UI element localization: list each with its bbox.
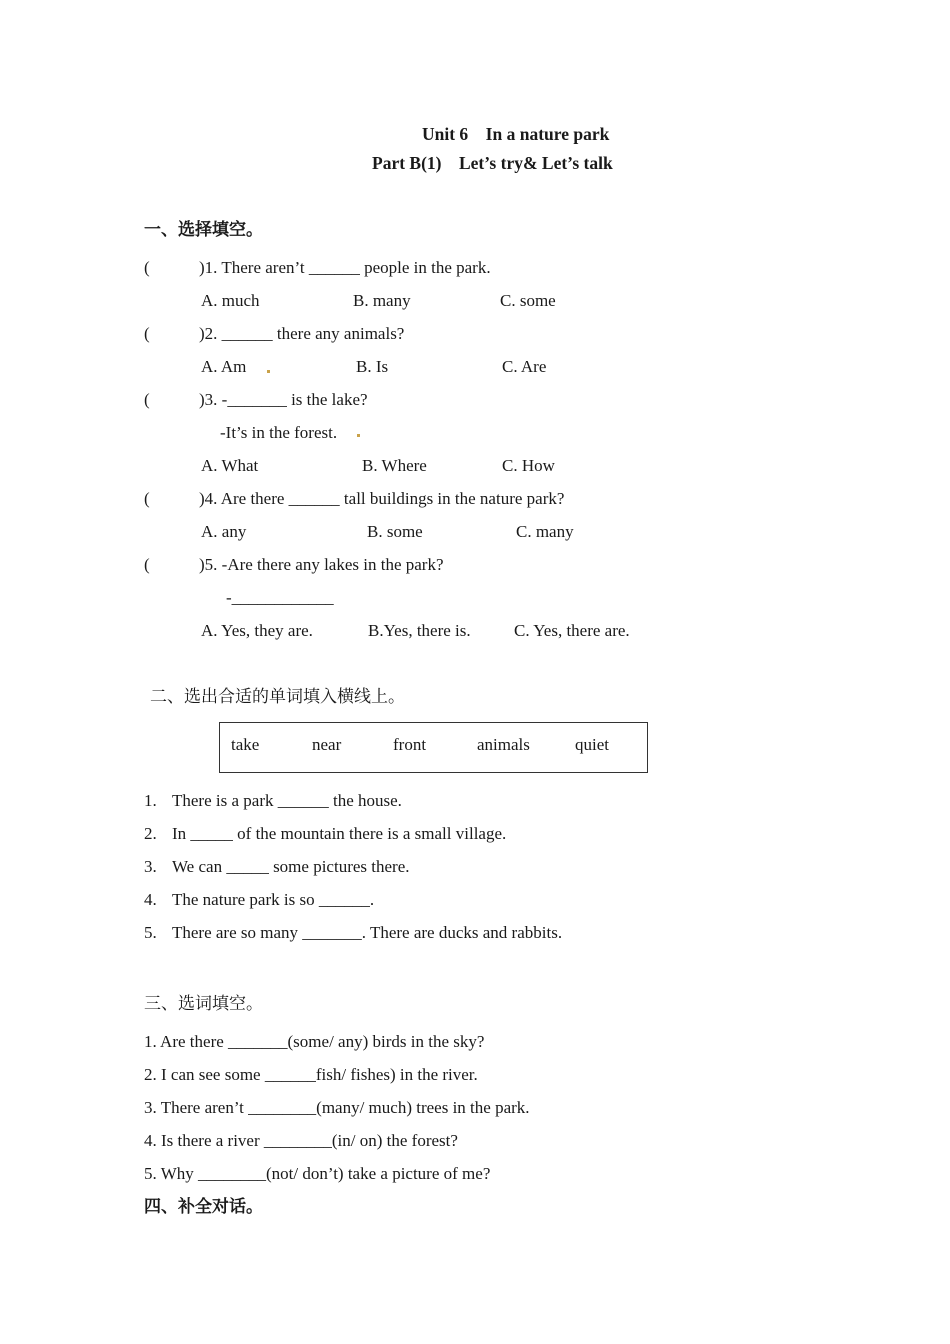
q5-option-b: B.Yes, there is.: [368, 621, 471, 640]
fill-item-5-num: 5.: [144, 923, 157, 942]
q5-reply: -____________: [226, 588, 334, 607]
q5-stem: )5. -Are there any lakes in the park?: [199, 555, 444, 574]
choose-item-2: 2. I can see some ______fish/ fishes) in the river.: [144, 1065, 478, 1084]
word-bank-quiet: quiet: [575, 735, 609, 754]
q3-option-c: C. How: [502, 456, 555, 475]
q3-option-b: B. Where: [362, 456, 427, 475]
title-unit: Unit 6 In a nature park: [422, 124, 610, 144]
q5-option-a: A. Yes, they are.: [201, 621, 313, 640]
fill-item-4-num: 4.: [144, 890, 157, 909]
q1-option-a: A. much: [201, 291, 260, 310]
fill-item-3-num: 3.: [144, 857, 157, 876]
section2-heading: 二、选出合适的单词填入横线上。: [150, 687, 405, 707]
q2-option-c: C. Are: [502, 357, 547, 376]
fill-item-3-text: We can _____ some pictures there.: [172, 857, 410, 876]
q3-paren: (: [144, 390, 150, 409]
q4-option-c: C. many: [516, 522, 574, 541]
fill-item-2-text: In _____ of the mountain there is a small village.: [172, 824, 507, 843]
choose-item-4: 4. Is there a river ________(in/ on) the forest?: [144, 1131, 458, 1150]
q2-option-a: A. Am: [201, 357, 247, 376]
q4-option-a: A. any: [201, 522, 247, 541]
fill-item-2-num: 2.: [144, 824, 157, 843]
word-bank-near: near: [312, 735, 342, 754]
q2-paren: (: [144, 324, 150, 343]
q2-stem: )2. ______ there any animals?: [199, 324, 405, 343]
q2-option-b: B. Is: [356, 357, 389, 376]
title-part: Part B(1) Let’s try& Let’s talk: [372, 153, 613, 173]
q1-stem: )1. There aren’t ______ people in the park.: [199, 258, 491, 277]
mark-dot: [357, 434, 360, 437]
word-bank-front: front: [393, 735, 427, 754]
q4-paren: (: [144, 489, 150, 508]
word-bank-take: take: [231, 735, 260, 754]
section3-heading: 三、选词填空。: [144, 994, 263, 1014]
q5-option-c: C. Yes, there are.: [514, 621, 630, 640]
choose-item-1: 1. Are there _______(some/ any) birds in the sky?: [144, 1032, 485, 1051]
q1-option-c: C. some: [500, 291, 556, 310]
q3-option-a: A. What: [201, 456, 259, 475]
q1-option-b: B. many: [353, 291, 411, 310]
q4-stem: )4. Are there ______ tall buildings in the nature park?: [199, 489, 565, 508]
fill-item-1-num: 1.: [144, 791, 157, 810]
q3-reply: -It’s in the forest.: [220, 423, 338, 442]
fill-item-1-text: There is a park ______ the house.: [172, 791, 402, 810]
choose-item-5: 5. Why ________(not/ don’t) take a picture of me?: [144, 1164, 491, 1183]
section1-heading: 一、选择填空。: [144, 220, 263, 240]
section4-heading: 四、补全对话。: [144, 1197, 263, 1217]
word-bank-box: [219, 722, 648, 773]
fill-item-5-text: There are so many _______. There are ducks and rabbits.: [172, 923, 563, 942]
q4-option-b: B. some: [367, 522, 423, 541]
fill-item-4-text: The nature park is so ______.: [172, 890, 375, 909]
word-bank-animals: animals: [477, 735, 530, 754]
q3-stem: )3. -_______ is the lake?: [199, 390, 368, 409]
mark-dot: [267, 370, 270, 373]
q5-paren: (: [144, 555, 150, 574]
choose-item-3: 3. There aren’t ________(many/ much) trees in the park.: [144, 1098, 530, 1117]
q1-paren: (: [144, 258, 150, 277]
